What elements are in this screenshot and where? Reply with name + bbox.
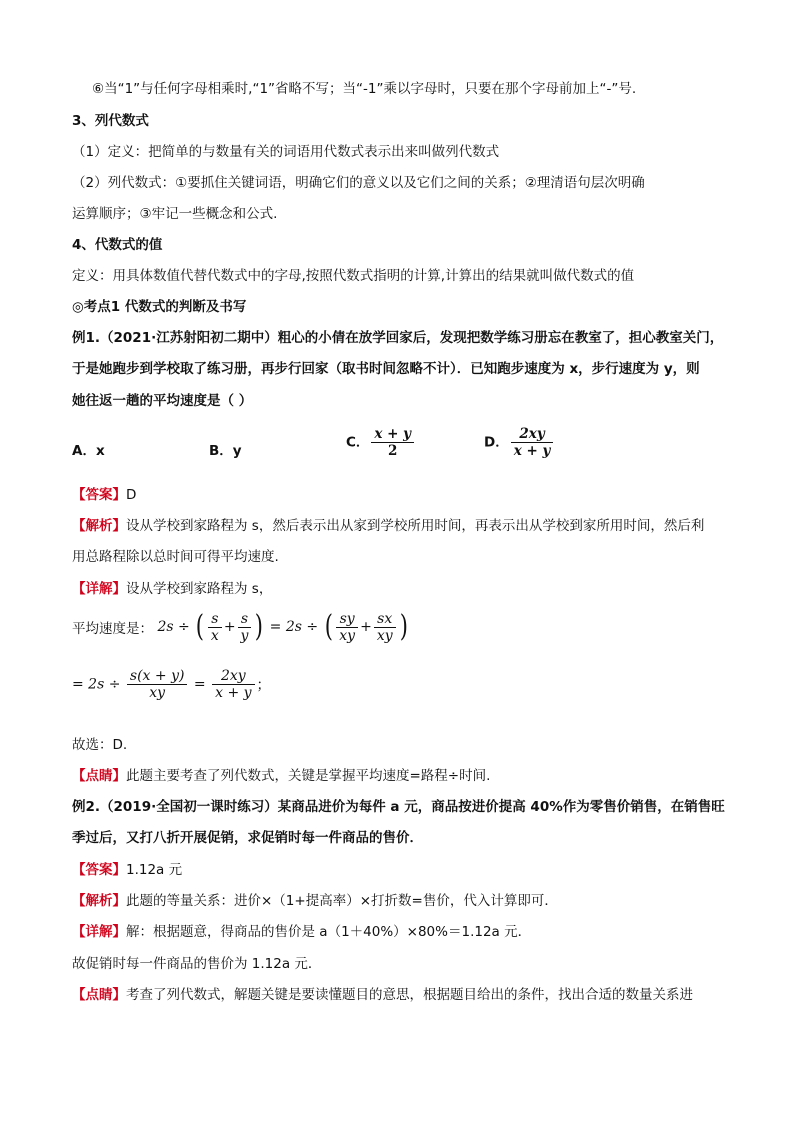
example-2-line2: 季过后，又打八折开展促销，求促销时每一件商品的售价． xyxy=(72,830,423,846)
option-c xyxy=(346,426,416,459)
average-speed-label: 平均速度是： xyxy=(72,621,153,637)
option-d xyxy=(484,426,555,459)
eq2-lead: = 2s ÷ xyxy=(72,676,121,693)
option-c-label: C． xyxy=(346,434,370,451)
fraction-numerator: 2xy xyxy=(212,668,254,685)
fraction-denominator: x xyxy=(210,627,219,644)
fraction-denominator: y xyxy=(240,627,249,644)
answer-tag: 【答案】 xyxy=(72,487,126,503)
detail-tag: 【详解】 xyxy=(72,924,126,940)
fraction-denominator: xy xyxy=(149,685,166,701)
option-a: A．x xyxy=(72,443,105,459)
fraction-denominator: xy xyxy=(376,627,393,644)
answer-value: 1.12a 元 xyxy=(126,862,183,878)
example-2-comment xyxy=(72,986,693,1004)
option-c-denominator: 2 xyxy=(388,443,398,459)
left-paren: ( xyxy=(195,609,205,644)
detail-tag: 【详解】 xyxy=(72,581,126,597)
section-4-heading: 4、代数式的值 xyxy=(72,237,163,253)
rule-6: ⑥当“1”与任何字母相乘时,“1”省略不写；当“-1”乘以字母时，只要在那个字母前加上“-”号. xyxy=(92,81,637,97)
analysis-text: 设从学校到家路程为 s，然后表示出从家到学校所用时间，再表示出从学校到家所用时间，然后利 xyxy=(126,518,705,534)
option-d-label: D． xyxy=(484,434,509,451)
option-d-denominator: x + y xyxy=(513,443,551,459)
answer-tag: 【答案】 xyxy=(72,862,126,878)
equation-2 xyxy=(72,668,271,701)
fraction-s-over-x xyxy=(208,611,222,644)
example-1-analysis-line2: 用总路程除以总时间可得平均速度. xyxy=(72,549,279,565)
example-1-comment xyxy=(72,767,490,785)
fraction-2xy-over-x-plus-y xyxy=(212,668,254,701)
comment-text: 考查了列代数式，解题关键是要读懂题目的意思，根据题目给出的条件，找出合适的数量关系进 xyxy=(126,987,693,1003)
detail-text: 解：根据题意，得商品的售价是 a（1＋40%）×80%＝1.12a 元． xyxy=(126,924,532,940)
example-2-analysis xyxy=(72,892,558,910)
example-2-detail xyxy=(72,923,531,941)
analysis-tag: 【解析】 xyxy=(72,893,126,909)
example-1-analysis-line1 xyxy=(72,517,704,535)
fraction-s-x-plus-y-over-xy xyxy=(127,668,188,701)
fraction-numerator: sx xyxy=(374,611,396,628)
plus-sign: + xyxy=(360,619,372,635)
analysis-tag: 【解析】 xyxy=(72,518,126,534)
comment-tag: 【点睛】 xyxy=(72,768,126,784)
example-2-line1: 例2.（2019·全国初一课时练习）某商品进价为每件 a 元，商品按进价提高 40%作为零售价销售，在销售旺 xyxy=(72,799,725,815)
option-d-numerator: 2xy xyxy=(511,426,554,443)
fraction-numerator: sy xyxy=(336,611,358,628)
fraction-numerator: s xyxy=(208,611,222,628)
example-1-choose: 故选：D. xyxy=(72,737,128,753)
section-3-method-line2: 运算顺序；③牢记一些概念和公式. xyxy=(72,206,278,222)
fraction-denominator: x + y xyxy=(215,685,252,701)
fraction-sy-over-xy xyxy=(336,611,358,644)
fraction-s-over-y xyxy=(238,611,252,644)
comment-tag: 【点睛】 xyxy=(72,987,126,1003)
section-3-method-line1: （2）列代数式：①要抓住关键词语，明确它们的意义以及它们之间的关系；②理清语句层次明确 xyxy=(72,175,645,191)
semicolon: ； xyxy=(256,677,271,694)
section-4-definition: 定义：用具体数值代替代数式中的字母,按照代数式指明的计算,计算出的结果就叫做代数式的值 xyxy=(72,268,635,284)
option-d-fraction xyxy=(511,426,554,459)
right-paren: ) xyxy=(255,609,264,644)
eq1-lead: 2s ÷ xyxy=(157,619,190,635)
example-2-conclusion: 故促销时每一件商品的售价为 1.12a 元． xyxy=(72,956,322,972)
answer-value: D xyxy=(126,487,137,503)
fraction-numerator: s xyxy=(238,611,252,628)
plus-sign: + xyxy=(223,619,236,635)
fraction-denominator: xy xyxy=(339,627,356,644)
example-1-answer xyxy=(72,486,136,504)
fraction-numerator: s(x + y) xyxy=(127,668,188,685)
example-1-detail xyxy=(72,580,272,598)
eq1-mid: = 2s ÷ xyxy=(269,619,319,635)
option-b: B．y xyxy=(209,443,242,459)
analysis-text: 此题的等量关系：进价×（1+提高率）×打折数=售价，代入计算即可． xyxy=(126,893,558,909)
section-3-definition: （1）定义：把简单的与数量有关的词语用代数式表示出来叫做列代数式 xyxy=(72,144,500,160)
option-c-numerator: x + y xyxy=(371,426,414,443)
kaodian-heading: ◎考点1 代数式的判断及书写 xyxy=(72,299,247,315)
example-1-line3: 她往返一趟的平均速度是（ ） xyxy=(72,393,253,409)
fraction-sx-over-xy xyxy=(374,611,396,644)
detail-text: 设从学校到家路程为 s， xyxy=(126,581,273,597)
option-c-fraction xyxy=(371,426,414,459)
example-1-line2: 于是她跑步到学校取了练习册，再步行回家（取书时间忽略不计）．已知跑步速度为 x，步行速度为 y，则 xyxy=(72,361,700,377)
example-1-line1: 例1.（2021·江苏射阳初二期中）粗心的小倩在放学回家后，发现把数学练习册忘在教室了，担心教室关门， xyxy=(72,330,724,346)
comment-text: 此题主要考查了列代数式，关键是掌握平均速度=路程÷时间. xyxy=(126,768,491,784)
equation-1 xyxy=(72,610,409,644)
example-2-answer xyxy=(72,861,182,879)
left-paren: ( xyxy=(324,609,333,644)
right-paren: ) xyxy=(399,609,408,644)
section-3-heading: 3、列代数式 xyxy=(72,113,149,129)
equals-sign: = xyxy=(193,676,206,693)
